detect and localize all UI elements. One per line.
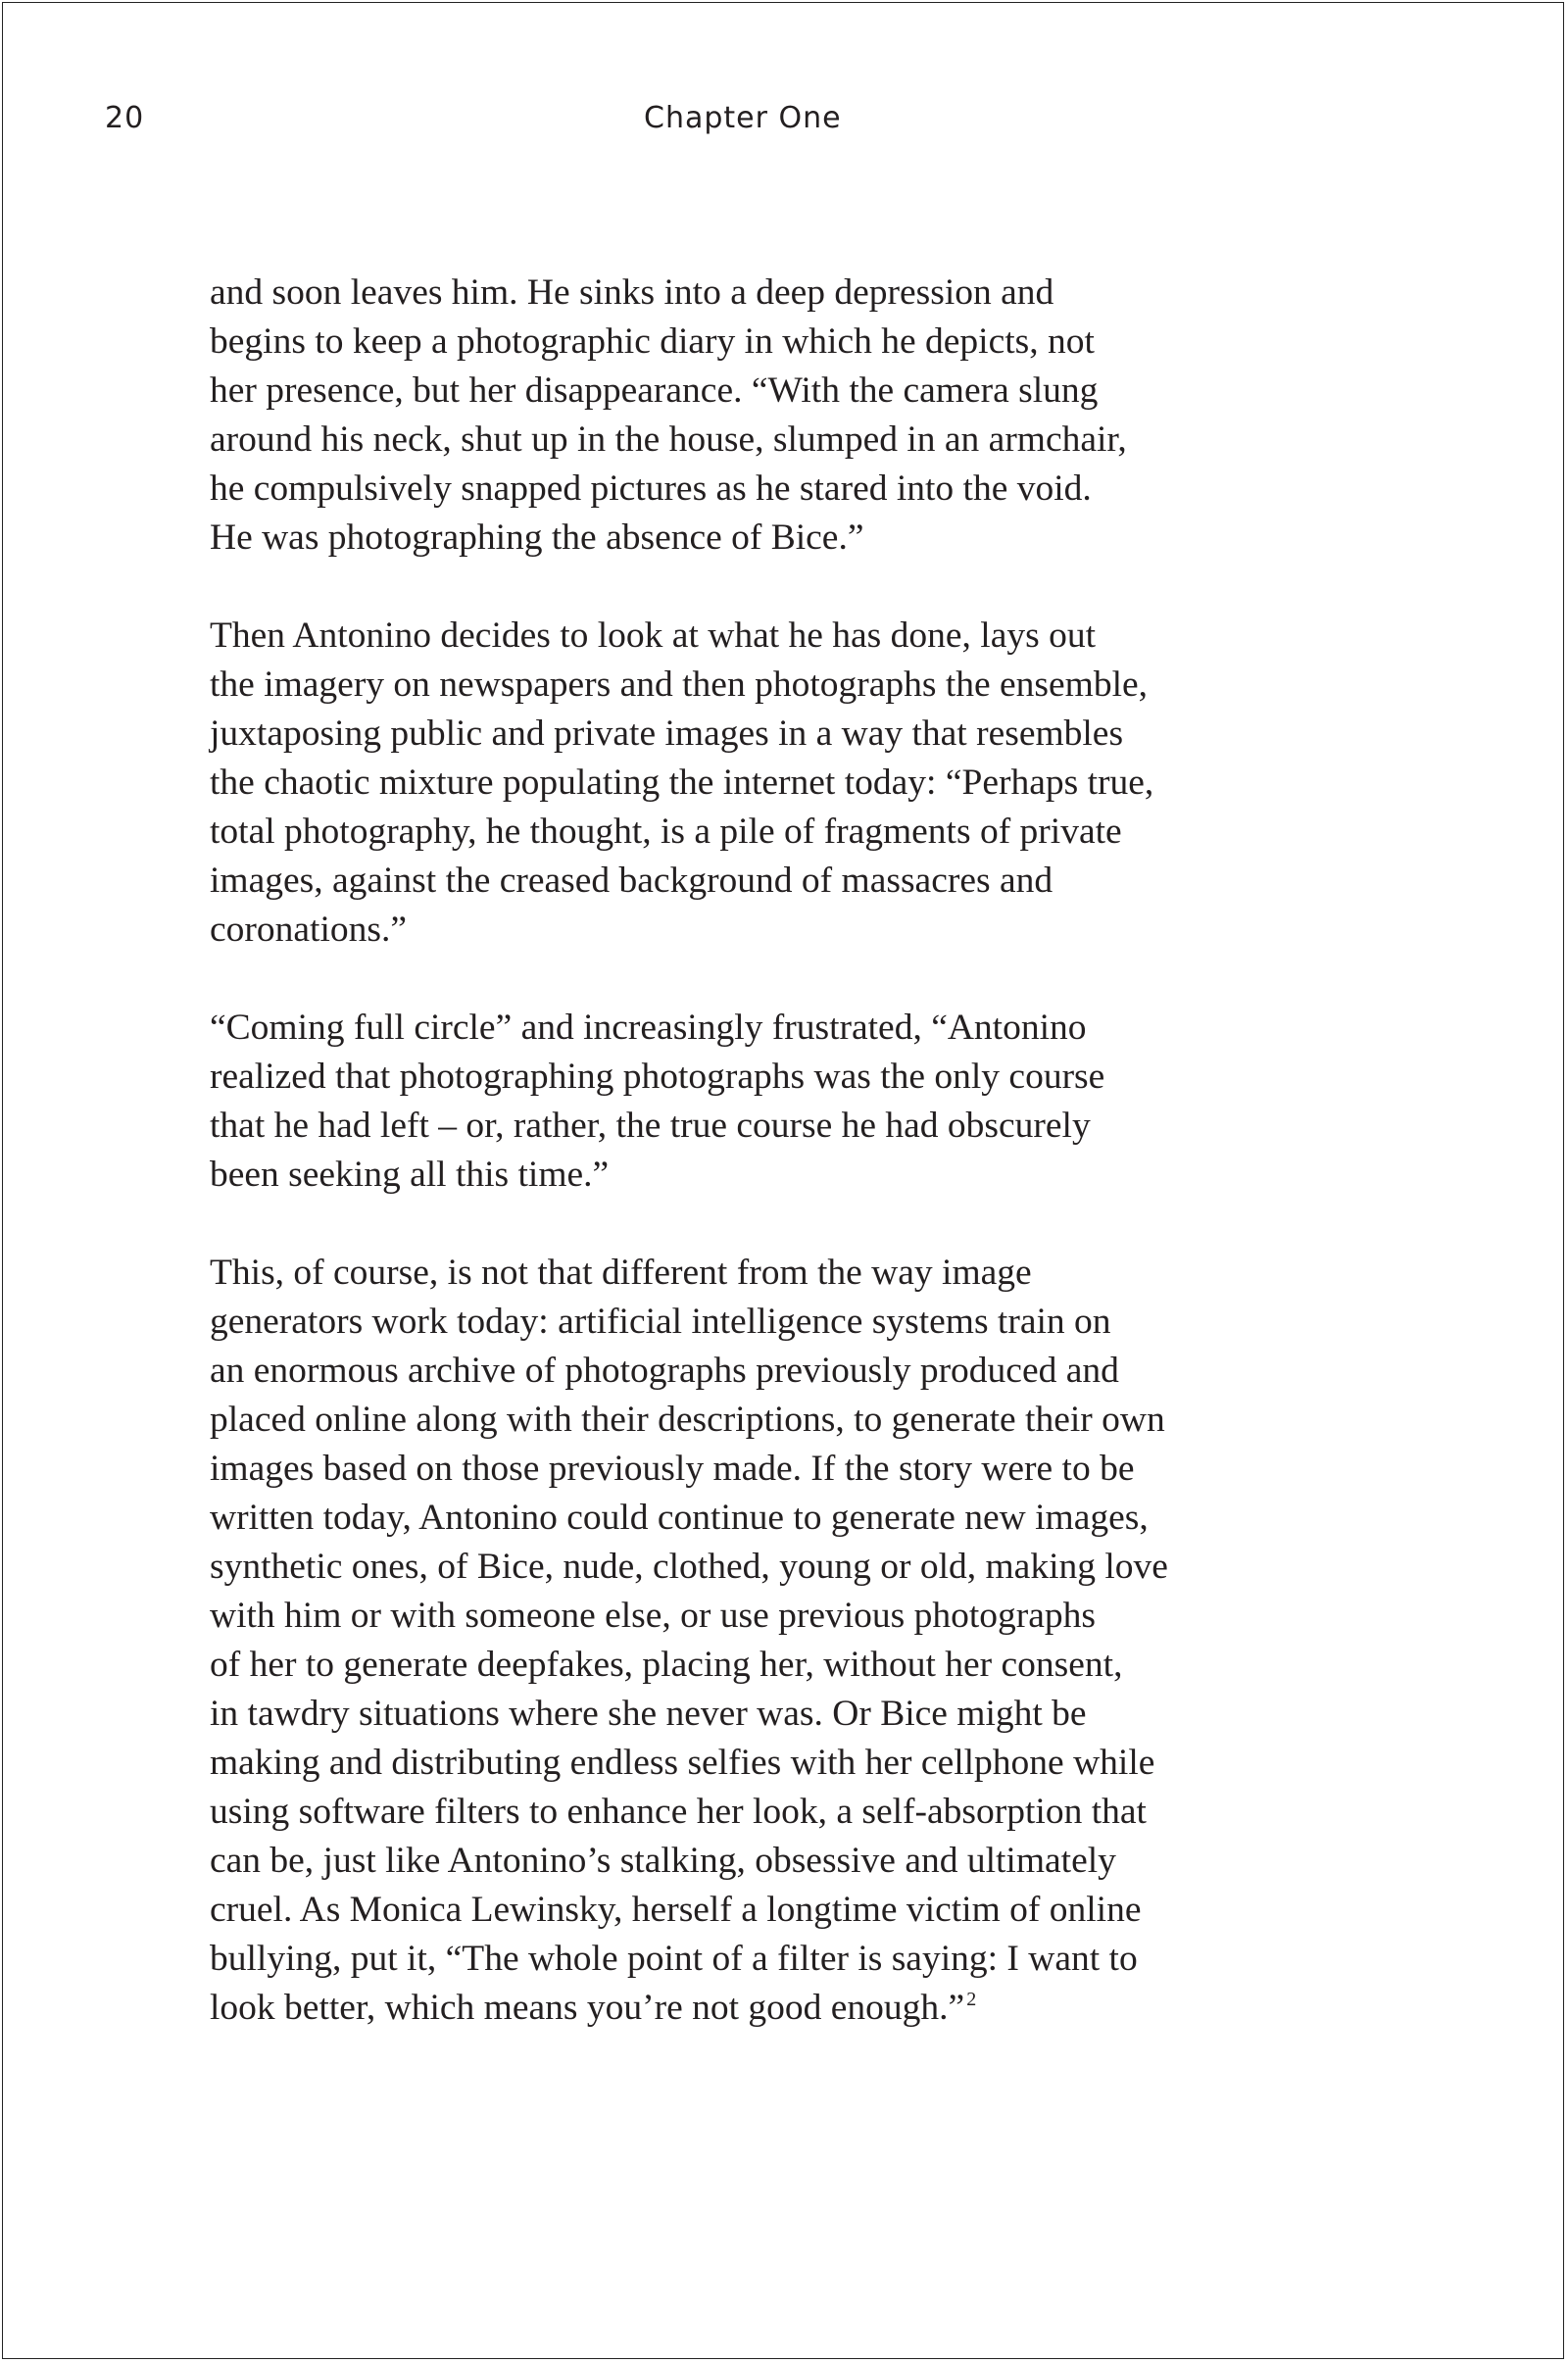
- text-line: begins to keep a photographic diary in which he depicts, not: [210, 321, 1095, 362]
- text-line: of her to generate deepfakes, placing her, without her consent,: [210, 1645, 1123, 1685]
- book-page: [2, 2, 1564, 2359]
- text-line: “Coming full circle” and increasingly frustrated, “Antonino: [210, 1008, 1087, 1048]
- text-line: He was photographing the absence of Bice.”: [210, 517, 864, 558]
- text-line: written today, Antonino could continue to generate new images,: [210, 1498, 1149, 1538]
- text-line: with him or with someone else, or use previous photographs: [210, 1596, 1097, 1636]
- body-text: [210, 269, 1278, 2082]
- footnote-reference[interactable]: 2: [966, 1989, 977, 2010]
- text-line: Then Antonino decides to look at what he has done, lays out: [210, 615, 1096, 656]
- text-line: around his neck, shut up in the house, slumped in an armchair,: [210, 419, 1127, 460]
- text-line: making and distributing endless selfies with her cellphone while: [210, 1743, 1155, 1783]
- text-line: synthetic ones, of Bice, nude, clothed, young or old, making love: [210, 1547, 1168, 1587]
- text-line: images, against the creased background of massacres and: [210, 861, 1054, 901]
- text-line: the imagery on newspapers and then photographs the ensemble,: [210, 665, 1149, 705]
- text-line: can be, just like Antonino’s stalking, obsessive and ultimately: [210, 1841, 1116, 1881]
- text-line: realized that photographing photographs was the only course: [210, 1057, 1105, 1097]
- page-number: 20: [105, 101, 145, 135]
- text-line: This, of course, is not that different from the way image: [210, 1253, 1032, 1293]
- paragraph-3: [210, 1004, 1278, 1200]
- running-head: [3, 101, 1563, 140]
- paragraph-1: [210, 269, 1278, 563]
- paragraph-4: [210, 1249, 1278, 2033]
- text-line: an enormous archive of photographs previously produced and: [210, 1351, 1119, 1391]
- text-line: juxtaposing public and private images in a way that resembles: [210, 714, 1124, 754]
- text-line: total photography, he thought, is a pile of fragments of private: [210, 812, 1122, 852]
- chapter-title: Chapter One: [644, 101, 842, 135]
- text-line: placed online along with their descriptions, to generate their own: [210, 1400, 1165, 1440]
- text-line: coronations.”: [210, 910, 407, 950]
- text-line: the chaotic mixture populating the internet today: “Perhaps true,: [210, 763, 1154, 803]
- last-text-line: [210, 1984, 1278, 2033]
- text-line: he compulsively snapped pictures as he stared into the void.: [210, 468, 1092, 509]
- text-line: bullying, put it, “The whole point of a filter is saying: I want to: [210, 1939, 1138, 1979]
- text-line: using software filters to enhance her look, a self-absorption that: [210, 1792, 1147, 1832]
- text-line: cruel. As Monica Lewinsky, herself a longtime victim of online: [210, 1890, 1142, 1930]
- text-line: in tawdry situations where she never was. Or Bice might be: [210, 1694, 1087, 1734]
- text-line: images based on those previously made. If the story were to be: [210, 1449, 1135, 1489]
- text-line: that he had left – or, rather, the true course he had obscurely: [210, 1106, 1091, 1146]
- last-line-text: look better, which means you’re not good enough.”: [210, 1988, 965, 2028]
- text-line: been seeking all this time.”: [210, 1155, 610, 1195]
- text-line: and soon leaves him. He sinks into a deep depression and: [210, 272, 1054, 313]
- paragraph-2: [210, 612, 1278, 955]
- text-line: generators work today: artificial intelligence systems train on: [210, 1302, 1111, 1342]
- text-line: her presence, but her disappearance. “With the camera slung: [210, 370, 1099, 411]
